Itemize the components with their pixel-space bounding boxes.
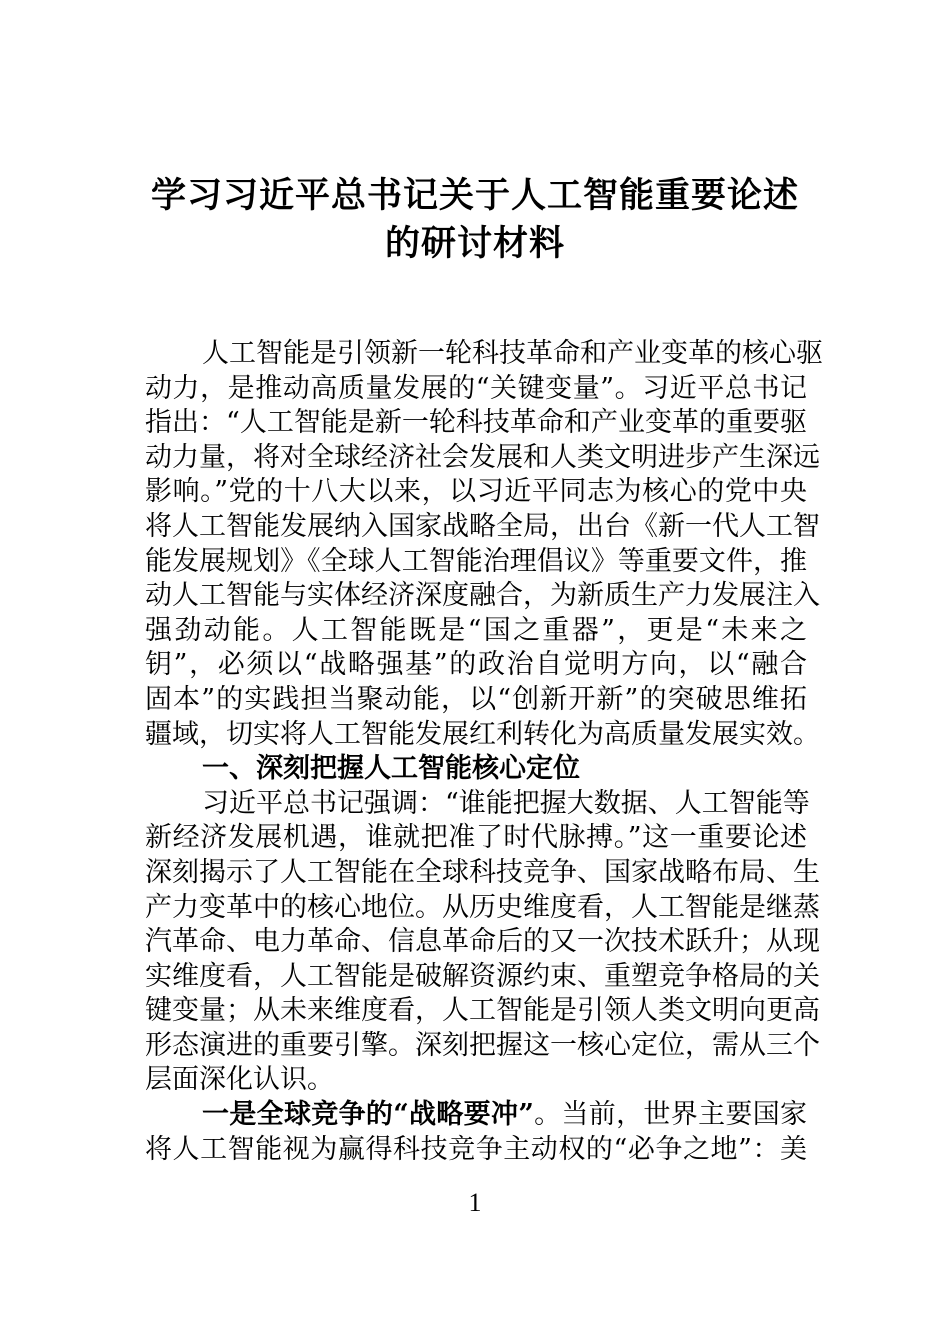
text-line: 产力变革中的核心地位。从历史维度看，人工智能是继蒸: [145, 891, 820, 923]
text-line: 固本”的实践担当聚动能，以“创新开新”的突破思维拓: [145, 683, 807, 715]
bold-lead: 一是全球竞争的“战略要冲”: [202, 1099, 534, 1131]
text-line: 将人工智能视为赢得科技竞争主动权的“必争之地”：美: [145, 1133, 807, 1165]
paragraph-intro: [145, 337, 823, 752]
text-line: 能发展规划》《全球人工智能治理倡议》等重要文件，推: [145, 545, 807, 577]
text-line: 习近平总书记强调：“谁能把握大数据、人工智能等: [202, 787, 810, 819]
text-line: 指出：“人工智能是新一轮科技革命和产业变革的重要驱: [145, 407, 807, 439]
text-line: 深刻揭示了人工智能在全球科技竞争、国家战略布局、生: [145, 856, 820, 888]
text-line: 动力量，将对全球经济社会发展和人类文明进步产生深远: [145, 441, 820, 473]
text-line: 汽革命、电力革命、信息革命后的又一次技术跃升；从现: [145, 926, 820, 958]
text-line: 疆域，切实将人工智能发展红利转化为高质量发展实效。: [145, 718, 820, 750]
document-title-line1: 学习习近平总书记关于人工智能重要论述: [150, 175, 799, 216]
text-line: 将人工智能发展纳入国家战略全局，出台《新一代人工智: [145, 510, 820, 542]
text-run: 。当前，世界主要国家: [533, 1099, 808, 1131]
text-line: 人工智能是引领新一轮科技革命和产业变革的核心驱: [202, 338, 823, 369]
text-line: 层面深化认识。: [145, 1064, 334, 1096]
text-line: 强劲动能。人工智能既是“国之重器”，更是“未来之: [145, 614, 807, 646]
text-line: 钥”，必须以“战略强基”的政治自觉明方向，以“融合: [145, 649, 807, 681]
paragraph-section-1: [145, 787, 820, 1098]
document-body: [145, 337, 823, 1167]
document-title-line2: 的研讨材料: [384, 223, 565, 264]
paragraph-point-1: [145, 1098, 807, 1167]
text-line: 键变量；从未来维度看，人工智能是引领人类文明向更高: [145, 995, 820, 1027]
section-heading: 一、深刻把握人工智能核心定位: [202, 753, 580, 785]
page-number: 1: [468, 1188, 482, 1217]
text-line: 新经济发展机遇，谁就把准了时代脉搏。”这一重要论述: [145, 822, 807, 854]
text-line: 动人工智能与实体经济深度融合，为新质生产力发展注入: [145, 580, 820, 612]
text-line: 实维度看，人工智能是破解资源约束、重塑竞争格局的关: [145, 960, 820, 992]
text-line: 影响。”党的十八大以来，以习近平同志为核心的党中央: [145, 476, 807, 508]
text-line: 动力，是推动高质量发展的“关键变量”。习近平总书记: [145, 372, 807, 404]
text-line: [145, 1098, 807, 1133]
text-line: 形态演进的重要引擎。深刻把握这一核心定位，需从三个: [145, 1029, 820, 1061]
